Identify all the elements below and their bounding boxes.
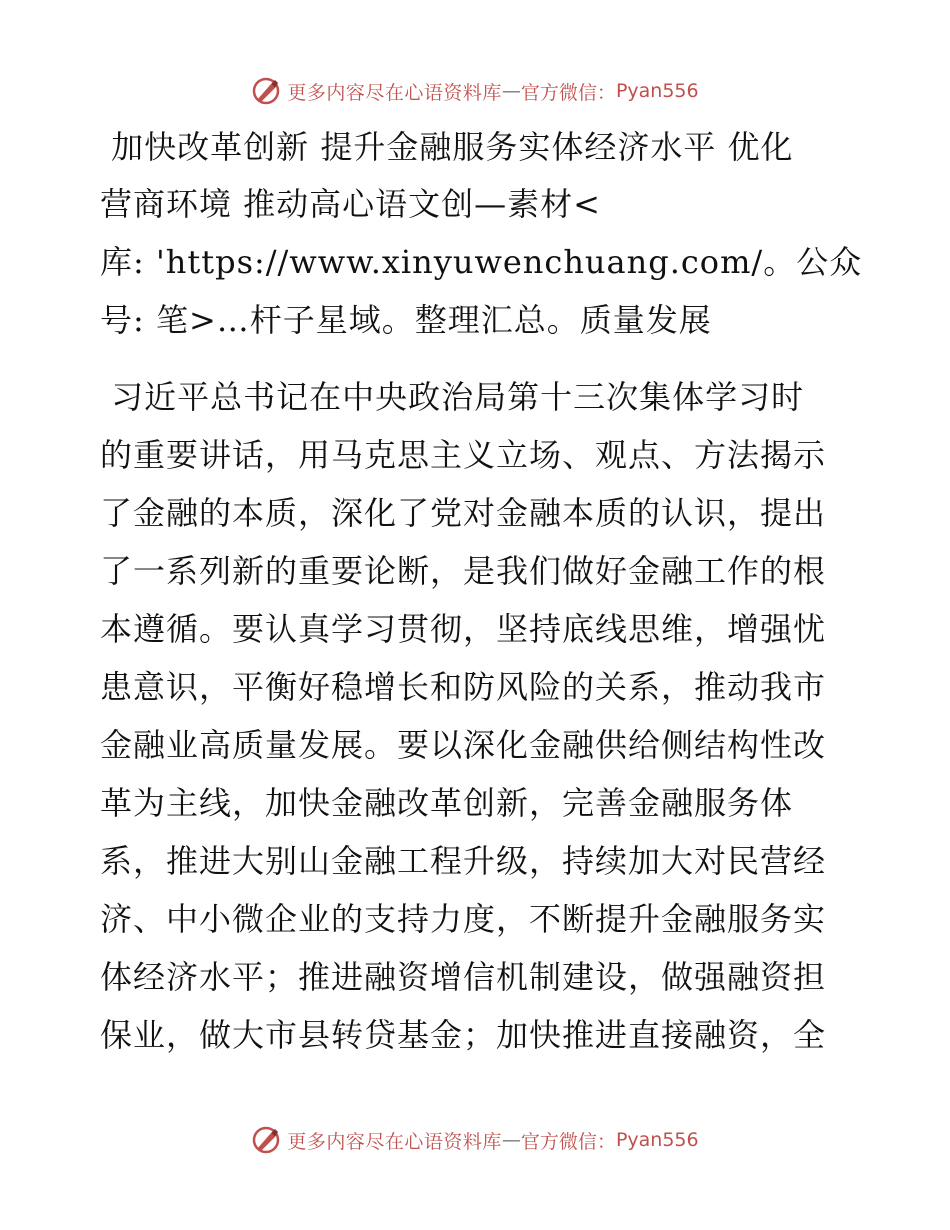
- body-line: 济、中小微企业的支持力度，不断提升金融服务实: [100, 900, 827, 938]
- body-line: 革为主线，加快金融改革创新，完善金融服务体: [100, 784, 794, 822]
- pen-logo-icon: [251, 76, 281, 106]
- watermark-dash: —: [501, 1129, 521, 1151]
- watermark-dash: —: [501, 80, 521, 102]
- watermark-wechat-id: Pyan556: [615, 80, 699, 102]
- title-line: 加快改革创新 提升金融服务实体经济水平 优化: [100, 128, 794, 166]
- body-line: 体经济水平；推进融资增信机制建设，做强融资担: [100, 958, 827, 996]
- title-line: 库: 'https://www.xinyuwenchuang.com/。公众: [100, 243, 863, 281]
- watermark-site-text: 更多内容尽在心语资料库: [287, 1130, 502, 1153]
- watermark-wechat-id: Pyan556: [615, 1129, 699, 1151]
- body-line: 本遵循。要认真学习贯彻，坚持底线思维，增强忧: [100, 610, 827, 648]
- watermark-wechat-label: 官方微信：: [520, 81, 616, 104]
- body-line: 了金融的本质，深化了党对金融本质的认识，提出: [100, 494, 827, 532]
- body-line: 金融业高质量发展。要以深化金融供给侧结构性改: [100, 726, 827, 764]
- footer-watermark: [0, 1120, 950, 1160]
- body-line: 患意识，平衡好稳增长和防风险的关系，推动我市: [100, 668, 827, 706]
- body-line: 系，推进大别山金融工程升级，持续加大对民营经: [100, 842, 827, 880]
- title-line: 号: 笔>…杆子星域。整理汇总。质量发展: [100, 301, 712, 339]
- pen-logo-icon: [251, 1125, 281, 1155]
- body-line: 的重要讲话，用马克思主义立场、观点、方法揭示: [100, 436, 827, 474]
- title-line: 营商环境 推动高心语文创—素材<: [100, 185, 601, 223]
- body-line: 了一系列新的重要论断，是我们做好金融工作的根: [100, 552, 827, 590]
- watermark-site-text: 更多内容尽在心语资料库: [287, 81, 502, 104]
- watermark-wechat-label: 官方微信：: [520, 1130, 616, 1153]
- header-watermark: [0, 71, 950, 111]
- body-line: 习近平总书记在中央政治局第十三次集体学习时: [100, 378, 805, 416]
- body-line: 保业，做大市县转贷基金；加快推进直接融资，全: [100, 1016, 827, 1054]
